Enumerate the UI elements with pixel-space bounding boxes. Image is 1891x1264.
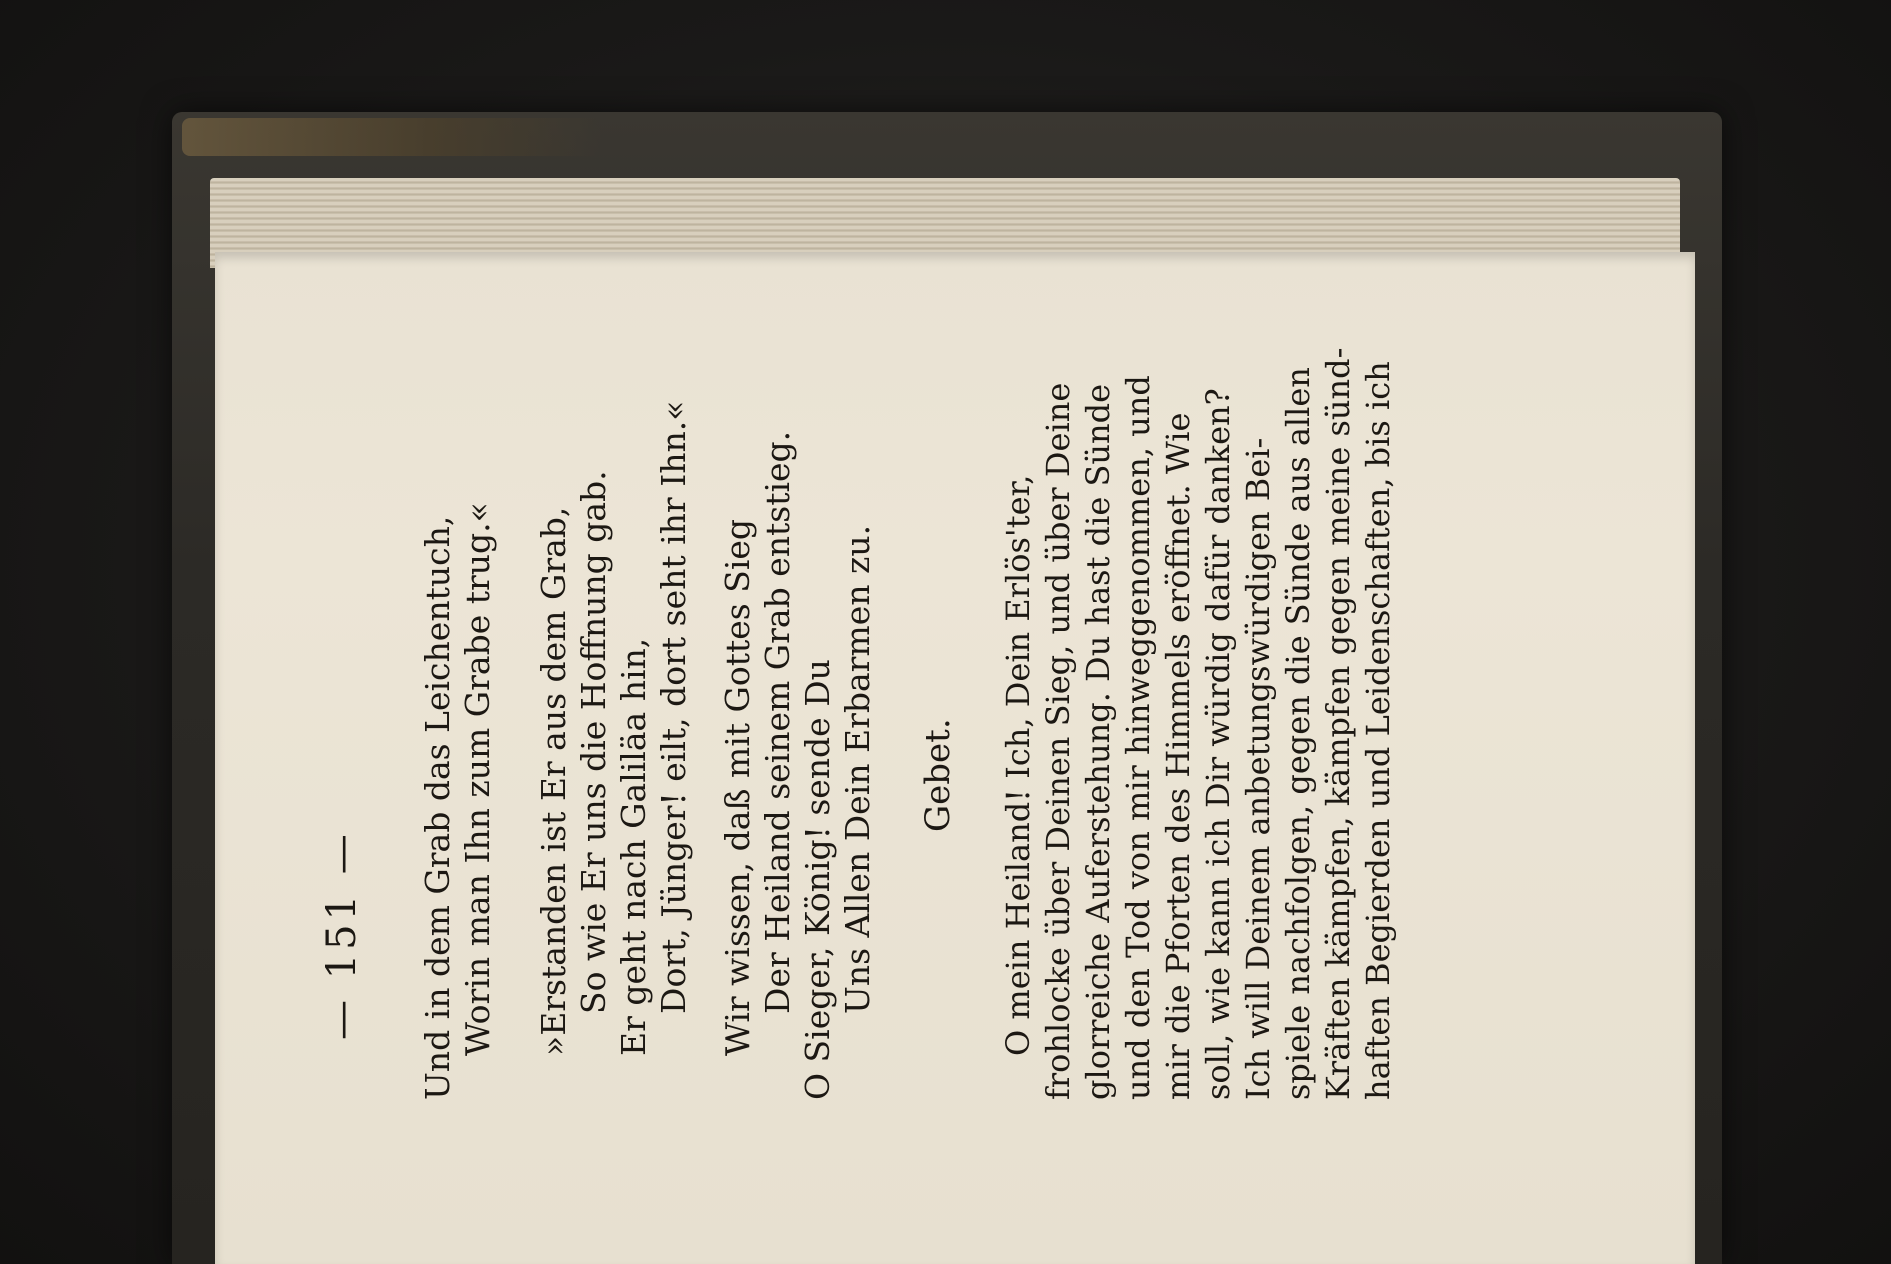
- verse-line-10: Uns Allen Dein Erbarmen zu.: [838, 524, 877, 1014]
- prayer-title: Gebet.: [918, 718, 958, 832]
- verse-line-4: So wie Er uns die Hoffnung gab.: [574, 470, 613, 1014]
- prayer-line-3: glorreiche Auferstehung. Du hast die Sünde: [1079, 383, 1117, 1100]
- verse-line-9: O Sieger, König! sende Du: [798, 659, 837, 1100]
- prayer-line-8: spiele nachfolgen, gegen die Sünde aus allen: [1279, 367, 1317, 1100]
- verse-line-1: Und in dem Grab das Leichentuch,: [418, 515, 457, 1100]
- page-number: — 151 —: [319, 830, 365, 1040]
- prayer-line-1: O mein Heiland! Ich, Dein Erlös'ter,: [999, 474, 1037, 1056]
- prayer-line-10: haften Begierden und Leidenschaften, bis ich: [1359, 361, 1397, 1100]
- verse-line-5: Er geht nach Galiläa hin,: [614, 637, 653, 1056]
- prayer-line-6: soll, wie kann ich Dir würdig dafür danken?: [1199, 388, 1237, 1100]
- prayer-line-7: Ich will Deinem anbetungswürdigen Bei-: [1239, 437, 1277, 1100]
- worn-cover-edge: [182, 118, 602, 156]
- prayer-line-2: frohlocke über Deinen Sieg, und über Deine: [1039, 382, 1077, 1100]
- rotated-page-text: [319, 347, 1500, 1100]
- verse-line-6: Dort, Jünger! eilt, dort seht ihr Ihn.«: [654, 400, 693, 1014]
- prayer-line-5: mir die Pforten des Himmels eröffnet. Wie: [1159, 412, 1197, 1100]
- verse-line-2: Worin man Ihn zum Grabe trug.«: [458, 502, 497, 1056]
- prayer-line-4: und den Tod von mir hinweggenommen, und: [1119, 375, 1157, 1100]
- prayer-line-9: Kräften kämpfen, kämpfen gegen meine sünd-: [1319, 347, 1357, 1100]
- verse-line-7: Wir wissen, daß mit Gottes Sieg: [718, 518, 757, 1056]
- verse-line-3: »Erstanden ist Er aus dem Grab,: [534, 506, 573, 1056]
- verse-line-8: Der Heiland seinem Grab entstieg.: [758, 430, 797, 1014]
